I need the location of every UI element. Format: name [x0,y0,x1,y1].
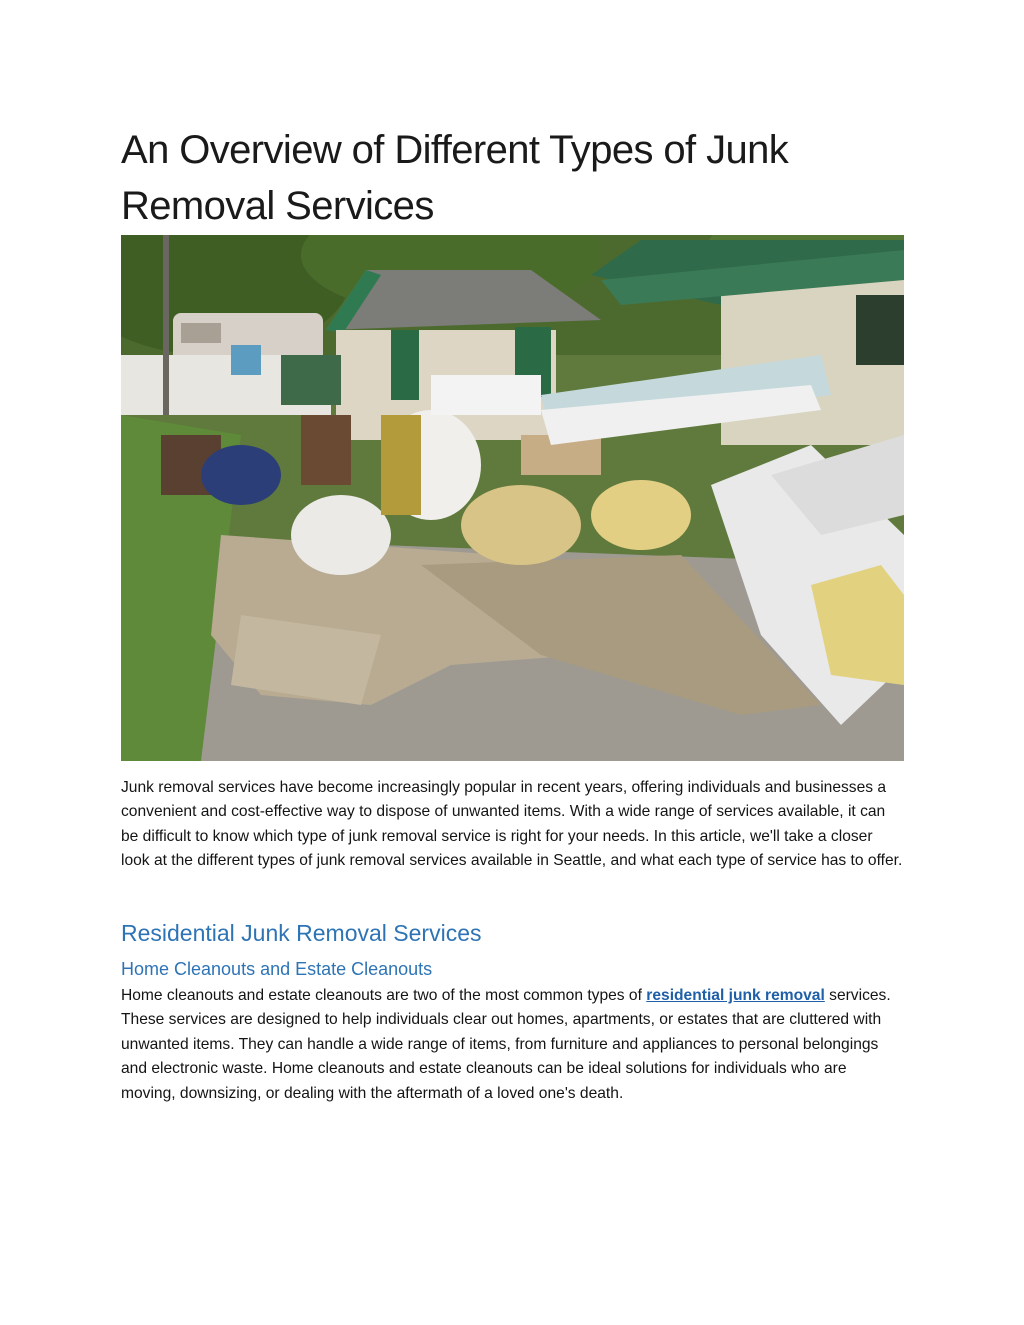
document-title: An Overview of Different Types of Junk Removal Services [121,128,789,228]
cleanouts-paragraph [121,984,905,1106]
intro-paragraph: Junk removal services have become increasingly popular in recent years, offering individuals and businesses a convenient and cost-effective way to dispose of unwanted items. With a wide range of services available, it can be difficult to know which type of junk removal service is right for your needs. In this article, we'll take a closer look at the different types of junk removal services available in Seattle, and what each type of service has to offer. [121,779,903,870]
paragraph-text-start: Home cleanouts and estate cleanouts are two of the most common types of [121,987,647,1004]
junk-pile-photo [121,235,904,761]
paragraph-text-end: services. These services are designed to help individuals clear out homes, apartments, or estates that are cluttered with unwanted items. They can handle a wide range of items, from furniture and appliances to personal belongings and electronic waste. Home cleanouts and estate cleanouts can be ideal solutions for individuals who are moving, downsizing, or dealing with the aftermath of a loved one's death. [121,987,891,1102]
section-heading: Residential Junk Removal Services [121,920,482,946]
residential-junk-removal-link[interactable]: residential junk removal [646,987,825,1004]
subsection-heading: Home Cleanouts and Estate Cleanouts [121,959,433,979]
